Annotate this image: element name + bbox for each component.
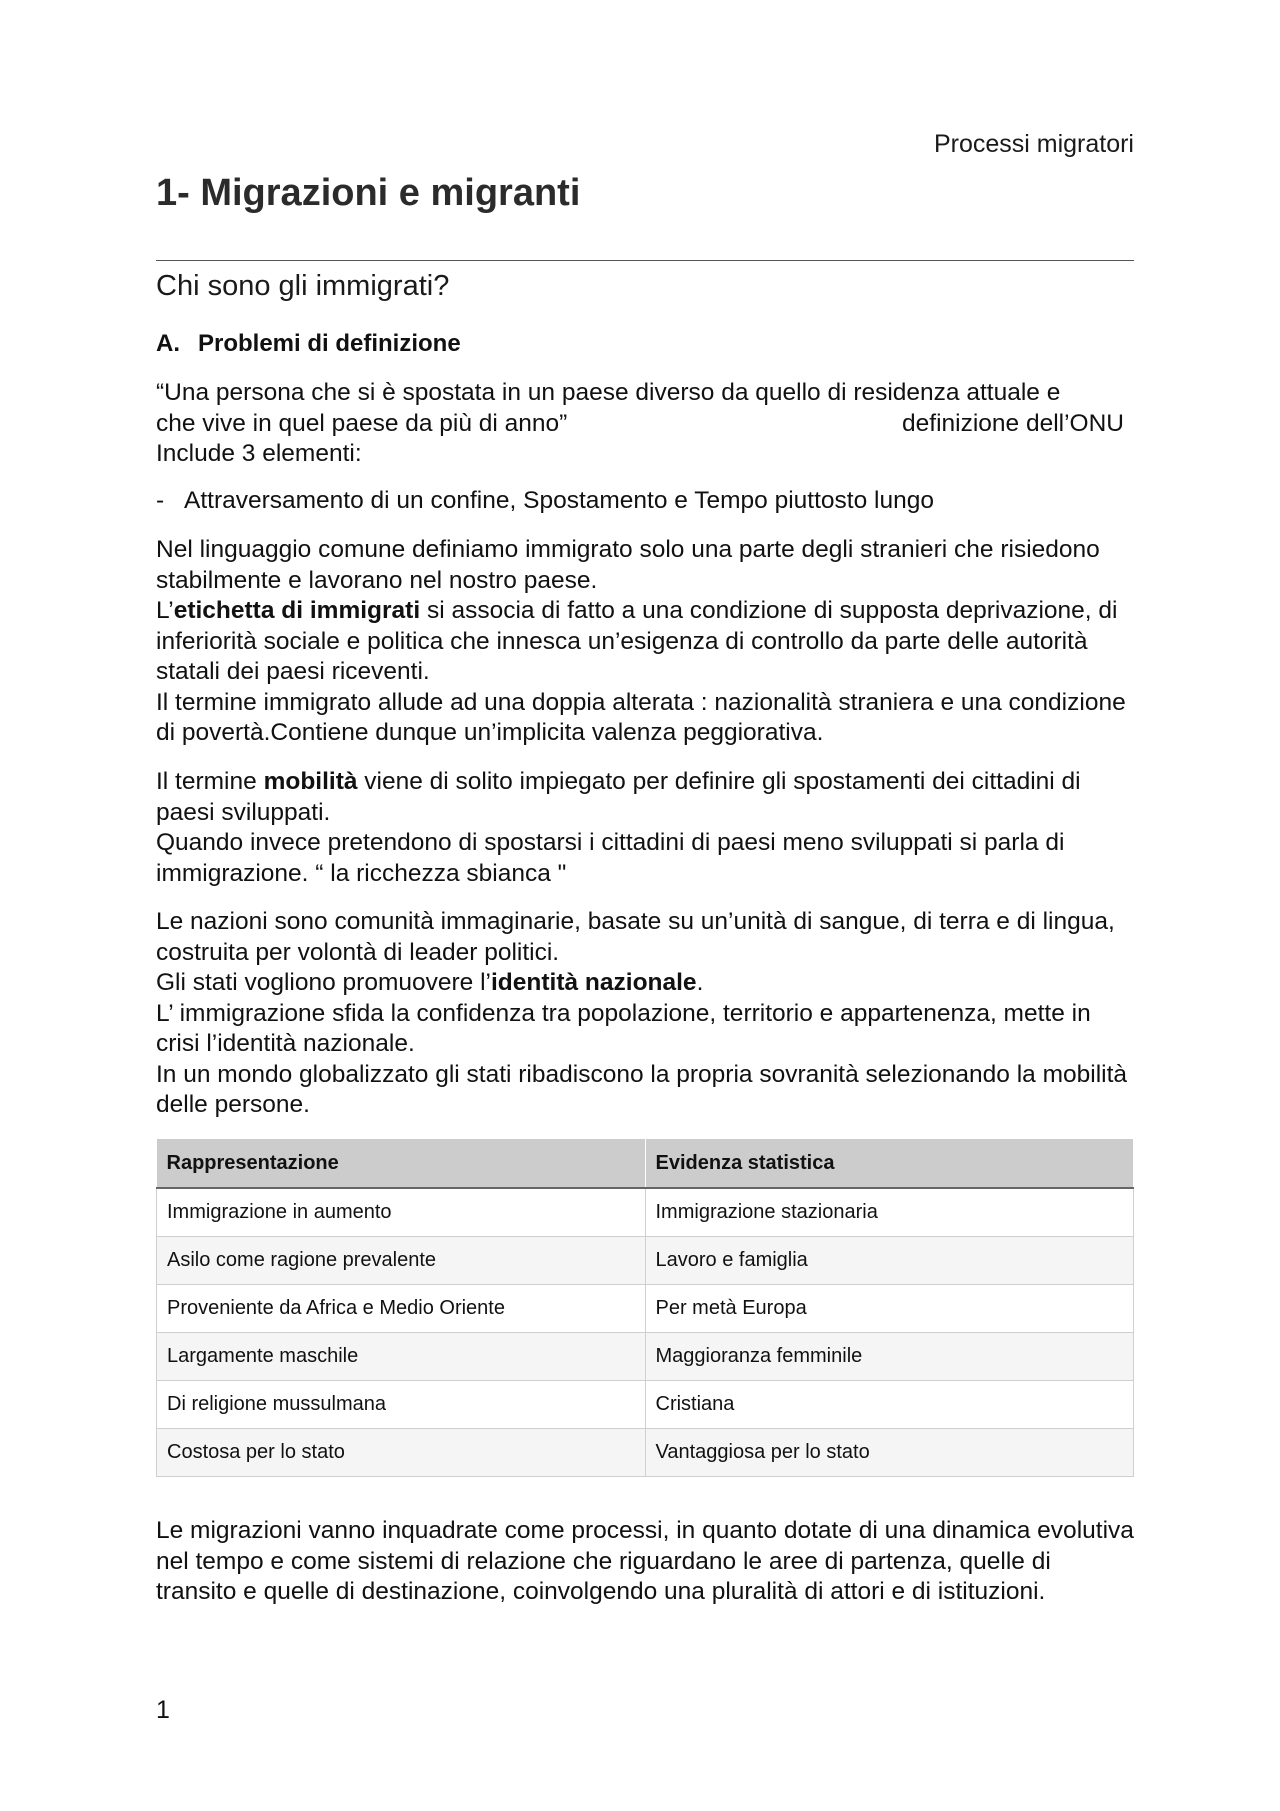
table-cell: Largamente maschile	[157, 1333, 646, 1381]
paragraph-line: Il termine immigrato allude ad una doppia alterata : nazionalità straniera e una condizione di povertà.Contiene dunque un’implicita valenza peggiorativa.	[156, 688, 1126, 746]
bold-term: mobilità	[263, 768, 358, 795]
subsection-heading	[156, 330, 461, 358]
elements-list	[156, 486, 1134, 517]
running-header: Processi migratori	[933, 130, 1134, 158]
table-cell: Proveniente da Africa e Medio Oriente	[157, 1285, 646, 1333]
elements-intro: Include 3 elementi:	[156, 440, 362, 467]
table-cell: Lavoro e famiglia	[645, 1237, 1134, 1285]
table-cell: Immigrazione in aumento	[157, 1188, 646, 1237]
paragraph-mobilita	[156, 767, 1134, 889]
table-cell: Maggioranza femminile	[645, 1333, 1134, 1381]
table-row	[157, 1285, 1134, 1333]
table-row	[157, 1237, 1134, 1285]
title-divider	[156, 260, 1134, 261]
table-cell: Asilo come ragione prevalente	[157, 1237, 646, 1285]
paragraph-line: Nel linguaggio comune definiamo immigrato solo una parte degli stranieri che risiedono stabilmente e lavorano nel nostro paese.	[156, 536, 1100, 594]
paragraph-immigrati	[156, 535, 1134, 749]
paragraph-line: Le nazioni sono comunità immaginarie, basate su un’unità di sangue, di terra e di lingua, costruita per volontà di leader politici.	[156, 908, 1115, 966]
table-cell: Per metà Europa	[645, 1285, 1134, 1333]
list-item-text: Attraversamento di un confine, Spostamento e Tempo piuttosto lungo	[184, 487, 934, 514]
text-run: si associa di fatto a una condizione di supposta deprivazione, di inferiorità sociale e politica che innesca un’esigenza di controllo da parte delle autorità statali dei paesi riceventi.	[156, 597, 1118, 685]
table-cell: Immigrazione stazionaria	[645, 1188, 1134, 1237]
paragraph-line: In un mondo globalizzato gli stati ribadiscono la propria sovranità selezionando la mobilità delle persone.	[156, 1060, 1128, 1118]
table-header-row	[157, 1139, 1134, 1188]
paragraph-line: L’ immigrazione sfida la confidenza tra popolazione, territorio e appartenenza, mette in crisi l’identità nazionale.	[156, 999, 1091, 1057]
list-item	[156, 486, 1134, 517]
table-row	[157, 1333, 1134, 1381]
chapter-title: 1- Migrazioni e migranti	[156, 172, 581, 214]
table-cell: Costosa per lo stato	[157, 1429, 646, 1477]
table-cell: Cristiana	[645, 1381, 1134, 1429]
column-header: Rappresentazione	[157, 1139, 646, 1188]
table-cell: Di religione mussulmana	[157, 1381, 646, 1429]
table-row	[157, 1429, 1134, 1477]
definition-quote-text: che vive in quel paese da più di anno”	[156, 409, 568, 437]
table-row	[157, 1188, 1134, 1237]
definition-block	[156, 378, 1134, 470]
definition-quote-line2	[156, 409, 1134, 440]
comparison-table	[156, 1139, 1134, 1477]
paragraph-processi	[156, 1516, 1134, 1608]
paragraph-line: Le migrazioni vanno inquadrate come processi, in quanto dotate di una dinamica evolutiva nel tempo e come sistemi di relazione che riguardano le aree di partenza, quelle di transito e quelle di destinazione, coinvolgendo una pluralità di attori e di istituzioni.	[156, 1517, 1134, 1605]
definition-quote-line1: “Una persona che si è spostata in un paese diverso da quello di residenza attuale e	[156, 379, 1061, 406]
paragraph-line	[156, 968, 1134, 999]
paragraph-line: Quando invece pretendono di spostarsi i cittadini di paesi meno sviluppati si parla di immigrazione. “ la ricchezza sbianca "	[156, 829, 1065, 887]
page-number: 1	[156, 1696, 170, 1724]
table-cell: Vantaggiosa per lo stato	[645, 1429, 1134, 1477]
text-run: Gli stati vogliono promuovere l’	[156, 969, 491, 996]
definition-attribution: definizione dell’ONU	[902, 409, 1124, 437]
text-run: viene di solito impiegato per definire gli spostamenti dei cittadini di paesi sviluppati.	[156, 768, 1081, 826]
bold-term: etichetta di immigrati	[173, 597, 421, 624]
column-header: Evidenza statistica	[645, 1139, 1134, 1188]
table-row	[157, 1381, 1134, 1429]
text-run: Il termine	[156, 768, 264, 795]
subsection-marker: A.	[156, 330, 180, 357]
subsection-title: Problemi di definizione	[198, 330, 461, 357]
text-run: L’	[156, 597, 174, 624]
paragraph-nazioni	[156, 907, 1134, 1121]
text-run: .	[696, 969, 704, 996]
section-heading: Chi sono gli immigrati?	[156, 270, 450, 302]
dash-bullet: -	[156, 487, 165, 514]
bold-term: identità nazionale	[491, 969, 697, 996]
paragraph-line	[156, 596, 1134, 688]
paragraph-line	[156, 767, 1134, 828]
